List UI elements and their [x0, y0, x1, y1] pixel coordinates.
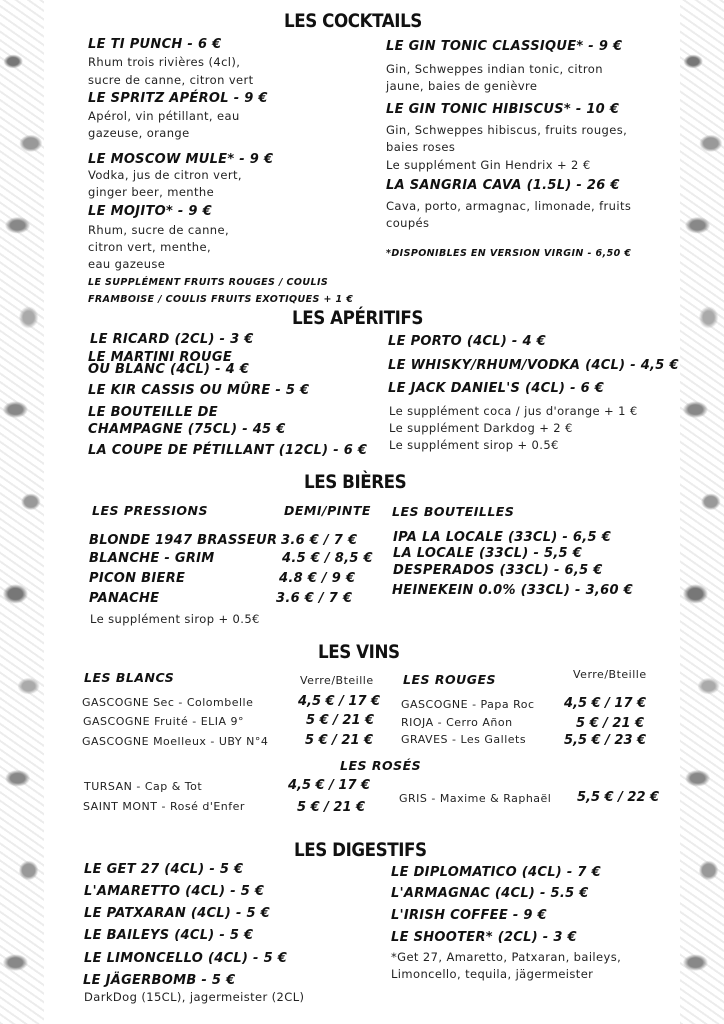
cocktail-desc: baies roses — [386, 140, 456, 154]
cocktail-supplement: FRAMBOISE / COULIS FRUITS EXOTIQUES + 1 € — [88, 294, 354, 305]
digestif-item: LE DIPLOMATICO (4CL) - 7 € — [391, 865, 601, 880]
cocktail-name: LE GIN TONIC HIBISCUS* - 10 € — [386, 102, 620, 117]
beer-price: 4.8 € / 9 € — [279, 571, 356, 586]
beer-name: BLANCHE - GRIM — [89, 551, 215, 566]
digestif-item: LE GET 27 (4CL) - 5 € — [84, 862, 244, 877]
beer-price: 3.6 € / 7 € — [281, 533, 358, 548]
rouges-col-header: Verre/Bteille — [573, 668, 647, 681]
section-title-aperitifs: LES APÉRITIFS — [292, 307, 424, 329]
beer-name: PANACHE — [89, 591, 160, 606]
aperitif-item: LE JACK DANIEL'S (4CL) - 6 € — [388, 381, 605, 396]
wine-price: 5,5 € / 22 € — [577, 790, 660, 805]
wine-name: GASCOGNE - Papa Roc — [401, 698, 535, 711]
aperitif-item: CHAMPAGNE (75CL) - 45 € — [88, 422, 286, 437]
wine-name: GRIS - Maxime & Raphaël — [399, 792, 552, 805]
beer-name: BLONDE 1947 BRASSEUR — [89, 533, 278, 548]
shooter-desc: Limoncello, tequila, jägermeister — [391, 967, 594, 981]
wine-price: 4,5 € / 17 € — [288, 778, 371, 793]
shooter-desc: *Get 27, Amaretto, Patxaran, baileys, — [391, 950, 622, 964]
cocktail-desc: coupés — [386, 216, 430, 230]
digestif-item: L'ARMAGNAC (4CL) - 5.5 € — [391, 886, 589, 901]
cocktail-name: LA SANGRIA CAVA (1.5L) - 26 € — [386, 178, 620, 193]
bouteilles-header: LES BOUTEILLES — [392, 504, 515, 519]
wine-price: 5,5 € / 23 € — [564, 733, 647, 748]
cocktail-name: LE MOJITO* - 9 € — [88, 204, 212, 219]
beer-name: PICON BIERE — [89, 571, 186, 586]
aperitif-supplement: Le supplément sirop + 0.5€ — [389, 438, 559, 452]
blancs-header: LES BLANCS — [84, 670, 175, 685]
bottle-beer: DESPERADOS (33CL) - 6,5 € — [393, 563, 603, 578]
cocktail-desc: jaune, baies de genièvre — [386, 79, 538, 93]
beer-price: 4.5 € / 8,5 € — [282, 551, 373, 566]
aperitif-item: LE BOUTEILLE DE — [88, 405, 218, 420]
cocktail-desc: Gin, Schweppes hibiscus, fruits rouges, — [386, 123, 628, 137]
wine-name: TURSAN - Cap & Tot — [84, 780, 203, 793]
aperitif-item: LE KIR CASSIS OU MÛRE - 5 € — [88, 383, 310, 398]
cocktail-desc: Vodka, jus de citron vert, — [88, 168, 242, 182]
cocktail-desc: Rhum trois rivières (4cl), — [88, 55, 241, 69]
rouges-header: LES ROUGES — [403, 672, 497, 687]
cocktail-supplement: LE SUPPLÉMENT FRUITS ROUGES / COULIS — [88, 277, 329, 288]
digestif-item: LE JÄGERBOMB - 5 € — [83, 973, 236, 988]
wine-name: GRAVES - Les Gallets — [401, 733, 527, 746]
wine-price: 4,5 € / 17 € — [298, 694, 381, 709]
wine-name: GASCOGNE Moelleux - UBY N°4 — [82, 735, 269, 748]
demi-pinte-header: DEMI/PINTE — [284, 503, 371, 518]
digestif-item: L'IRISH COFFEE - 9 € — [391, 908, 547, 923]
digestif-item: LE LIMONCELLO (4CL) - 5 € — [84, 951, 288, 966]
cocktail-name: LE MOSCOW MULE* - 9 € — [88, 152, 274, 167]
cocktail-name: LE TI PUNCH - 6 € — [88, 37, 222, 52]
decorative-food-illustration-left — [0, 0, 44, 1024]
bottle-beer: IPA LA LOCALE (33CL) - 6,5 € — [393, 530, 612, 545]
cocktail-desc: Apérol, vin pétillant, eau — [88, 109, 240, 123]
section-title-bieres: LES BIÈRES — [304, 471, 407, 493]
beer-supplement: Le supplément sirop + 0.5€ — [90, 612, 260, 626]
wine-price: 5 € / 21 € — [576, 716, 645, 731]
cocktail-desc: sucre de canne, citron vert — [88, 73, 254, 87]
cocktail-name: LE SPRITZ APÉROL - 9 € — [88, 91, 268, 106]
aperitif-item: LE PORTO (4CL) - 4 € — [388, 334, 546, 349]
wine-price: 5 € / 21 € — [305, 733, 374, 748]
blancs-col-header: Verre/Bteille — [300, 674, 374, 687]
cocktail-desc: Gin, Schweppes indian tonic, citron — [386, 62, 603, 76]
bottle-beer: LA LOCALE (33CL) - 5,5 € — [393, 546, 583, 561]
cocktail-name: LE GIN TONIC CLASSIQUE* - 9 € — [386, 39, 623, 54]
wine-price: 4,5 € / 17 € — [564, 696, 647, 711]
section-title-digestifs: LES DIGESTIFS — [294, 839, 427, 861]
aperitif-supplement: Le supplément coca / jus d'orange + 1 € — [389, 404, 638, 418]
cocktail-desc: eau gazeuse — [88, 257, 166, 271]
wine-price: 5 € / 21 € — [297, 800, 366, 815]
aperitif-item: LA COUPE DE PÉTILLANT (12CL) - 6 € — [88, 443, 368, 458]
aperitif-item: LE MARTINI ROUGE — [88, 350, 233, 365]
cocktail-desc: Le supplément Gin Hendrix + 2 € — [386, 158, 591, 172]
aperitif-supplement: Le supplément Darkdog + 2 € — [389, 421, 573, 435]
aperitif-item: LE WHISKY/RHUM/VODKA (4CL) - 4,5 € — [388, 358, 679, 373]
cocktail-desc: Cava, porto, armagnac, limonade, fruits — [386, 199, 632, 213]
digestif-item: LE PATXARAN (4CL) - 5 € — [84, 906, 270, 921]
wine-name: SAINT MONT - Rosé d'Enfer — [83, 800, 245, 813]
wine-name: GASCOGNE Sec - Colombelle — [82, 696, 254, 709]
digestif-item: LE SHOOTER* (2CL) - 3 € — [391, 930, 577, 945]
bottle-beer: HEINEKEIN 0.0% (33CL) - 3,60 € — [392, 583, 634, 598]
pressions-header: LES PRESSIONS — [92, 503, 208, 518]
digestif-item: LE BAILEYS (4CL) - 5 € — [84, 928, 254, 943]
aperitif-item: LE RICARD (2CL) - 3 € — [90, 332, 254, 347]
wine-name: GASCOGNE Fruité - ELIA 9° — [83, 715, 245, 728]
wine-name: RIOJA - Cerro Añon — [401, 716, 513, 729]
cocktail-desc: citron vert, menthe, — [88, 240, 212, 254]
jagerbomb-desc: DarkDog (15CL), jagermeister (2CL) — [84, 990, 305, 1004]
digestif-item: L'AMARETTO (4CL) - 5 € — [84, 884, 265, 899]
cocktail-desc: gazeuse, orange — [88, 126, 190, 140]
aperitif-item: OU BLANC (4CL) - 4 € — [88, 362, 250, 377]
decorative-food-illustration-right — [680, 0, 724, 1024]
section-title-cocktails: LES COCKTAILS — [284, 10, 422, 32]
wine-price: 5 € / 21 € — [306, 713, 375, 728]
roses-header: LES ROSÉS — [340, 758, 422, 773]
beer-price: 3.6 € / 7 € — [276, 591, 353, 606]
cocktail-desc: Rhum, sucre de canne, — [88, 223, 229, 237]
section-title-vins: LES VINS — [318, 641, 400, 663]
cocktail-desc: ginger beer, menthe — [88, 185, 215, 199]
virgin-note: *DISPONIBLES EN VERSION VIRGIN - 6,50 € — [386, 248, 632, 259]
